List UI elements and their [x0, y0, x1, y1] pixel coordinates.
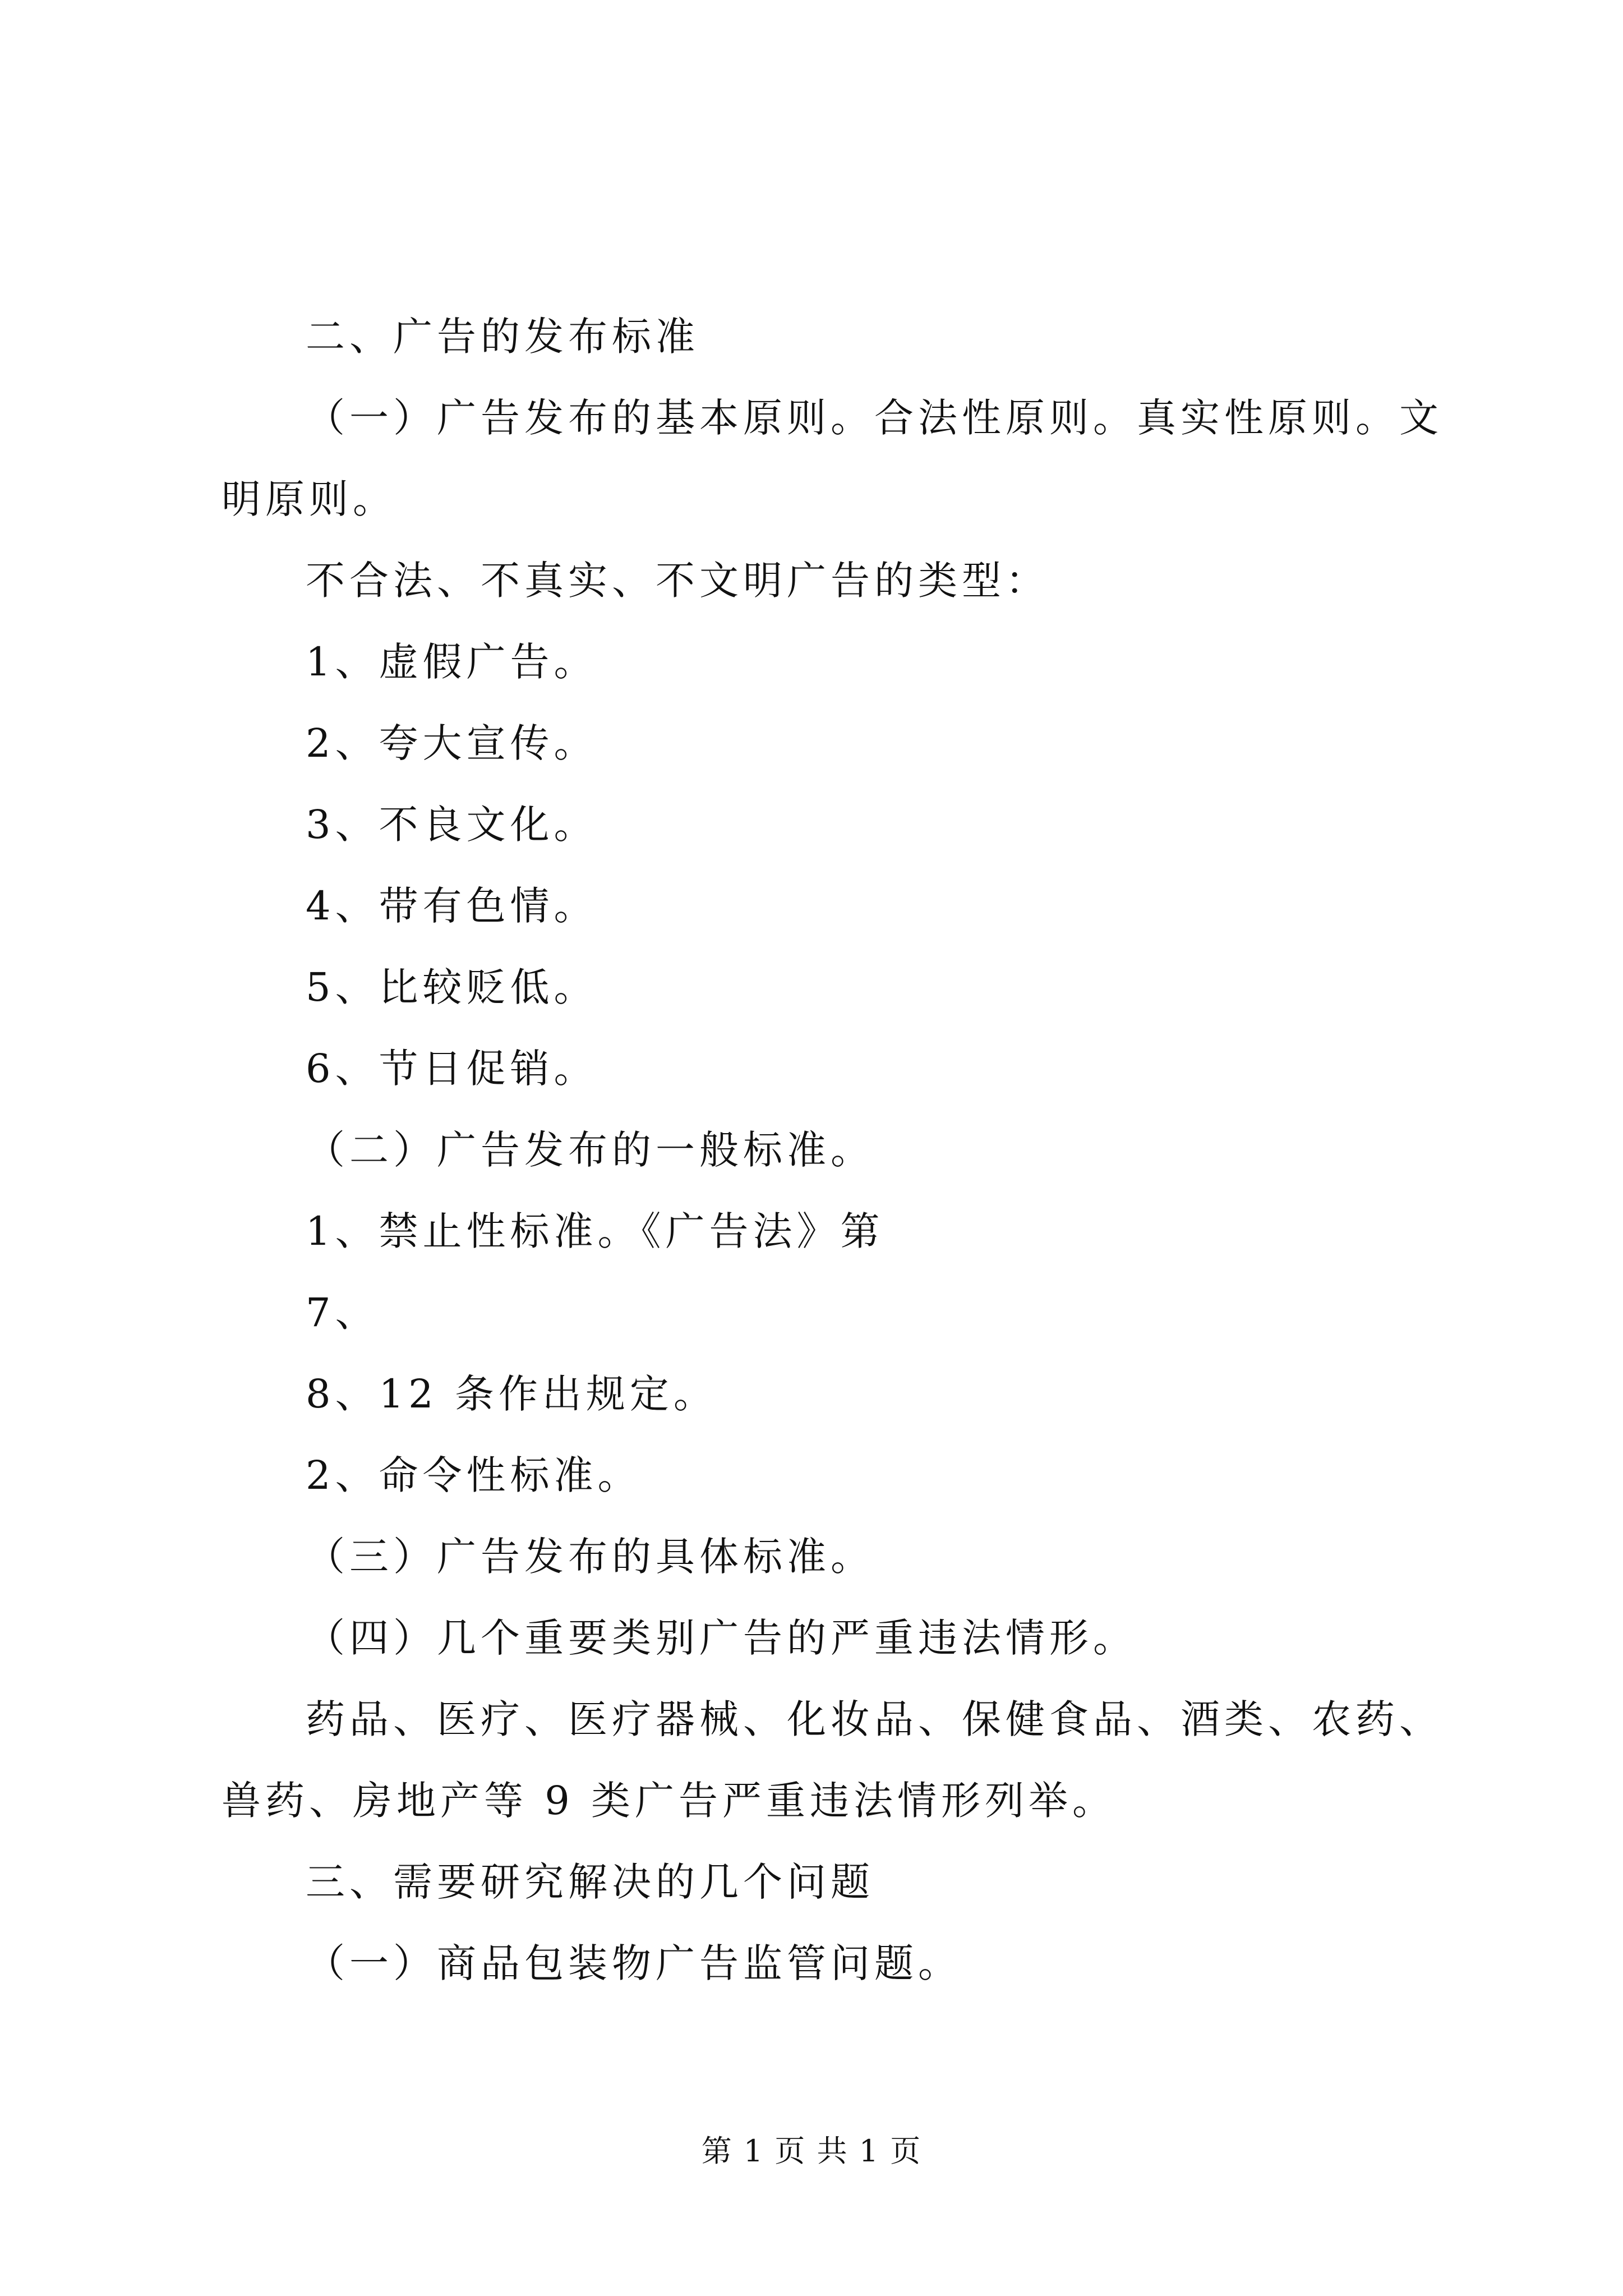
subsection-heading: （三）广告发布的具体标准。	[306, 1534, 874, 1580]
list-item: 4、带有色情。	[306, 883, 598, 929]
list-item: 2、夸大宣传。	[306, 720, 598, 766]
list-item: 5、比较贬低。	[306, 964, 598, 1010]
page-footer: 第 1 页 共 1 页	[701, 2133, 922, 2169]
list-item: 1、禁止性标准。《广告法》第	[306, 1208, 884, 1254]
subsection-heading: （一）商品包装物广告监管问题。	[306, 1940, 962, 1986]
subsection-heading: （二）广告发布的一般标准。	[306, 1127, 874, 1173]
list-item: 2、命令性标准。	[306, 1452, 642, 1498]
section-heading: 二、广告的发布标准	[306, 314, 699, 360]
list-item: 8、12 条作出规定。	[306, 1371, 717, 1417]
paragraph-line: 不合法、不真实、不文明广告的类型：	[306, 558, 1049, 604]
section-heading: 三、需要研究解决的几个问题	[306, 1859, 874, 1905]
list-item: 6、节日促销。	[306, 1046, 598, 1092]
subsection-heading: （四）几个重要类别广告的严重违法情形。	[306, 1615, 1137, 1661]
list-item: 7、	[306, 1290, 379, 1336]
paragraph-line: 兽药、房地产等 9 类广告严重违法情形列举。	[222, 1778, 1117, 1824]
list-item: 1、虚假广告。	[306, 639, 598, 685]
paragraph-line: 明原则。	[222, 476, 396, 522]
paragraph-line: （一）广告发布的基本原则。合法性原则。真实性原则。文	[306, 395, 1443, 441]
list-item: 3、不良文化。	[306, 802, 598, 848]
paragraph-line: 药品、医疗、医疗器械、化妆品、保健食品、酒类、农药、	[306, 1696, 1443, 1742]
